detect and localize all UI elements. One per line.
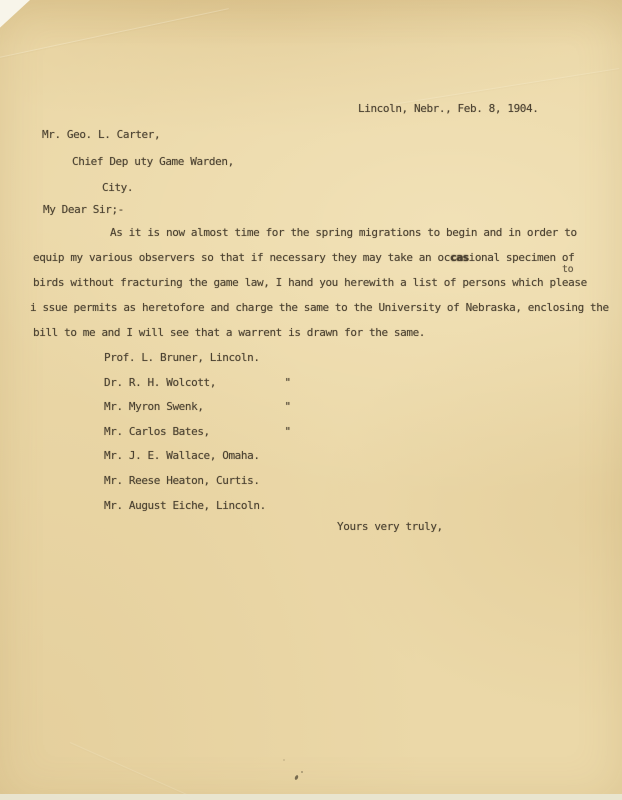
- list-item: Mr. Myron Swenk, ": [104, 400, 291, 414]
- list-item: Mr. Reese Heaton, Curtis.: [104, 473, 260, 487]
- list-item: Mr. J. E. Wallace, Omaha.: [104, 449, 260, 463]
- body-line-2-post: ional specimen of: [468, 251, 575, 264]
- closing-line: Yours very truly,: [337, 520, 443, 533]
- scan-edge-strip: [0, 794, 622, 800]
- body-line-1: As it is now almost time for the spring migrations to begin and in order to: [110, 226, 577, 239]
- ink-mark: [301, 771, 303, 773]
- ink-mark: [283, 759, 285, 761]
- recipient-city: City.: [102, 181, 134, 194]
- recipient-name: Mr. Geo. L. Carter,: [42, 128, 161, 141]
- body-line-2-pre: equip my various observers so that if necessary they may take an oc: [33, 251, 450, 264]
- salutation: My Dear Sir;-: [43, 203, 124, 216]
- dateline: Lincoln, Nebr., Feb. 8, 1904.: [358, 102, 539, 115]
- overstruck-letters: cas: [449, 251, 469, 264]
- body-line-3: birds without fracturing the game law, I hand you herewith a list of persons which please: [33, 276, 587, 289]
- interline-insertion: to: [562, 264, 574, 275]
- body-line-4: i ssue permits as heretofore and charge the same to the University of Nebraska, enclosing the: [30, 301, 609, 314]
- body-line-2: [33, 251, 574, 264]
- list-item: Mr. Carlos Bates, ": [104, 424, 291, 438]
- list-item: Dr. R. H. Wolcott, ": [104, 375, 291, 389]
- list-item: Mr. August Eiche, Lincoln.: [104, 498, 266, 512]
- list-item: Prof. L. Bruner, Lincoln.: [104, 351, 260, 364]
- body-line-5: bill to me and I will see that a warrent is drawn for the same.: [33, 326, 426, 339]
- recipient-title: Chief Dep uty Game Warden,: [72, 155, 234, 168]
- permit-holder-list: [104, 346, 291, 518]
